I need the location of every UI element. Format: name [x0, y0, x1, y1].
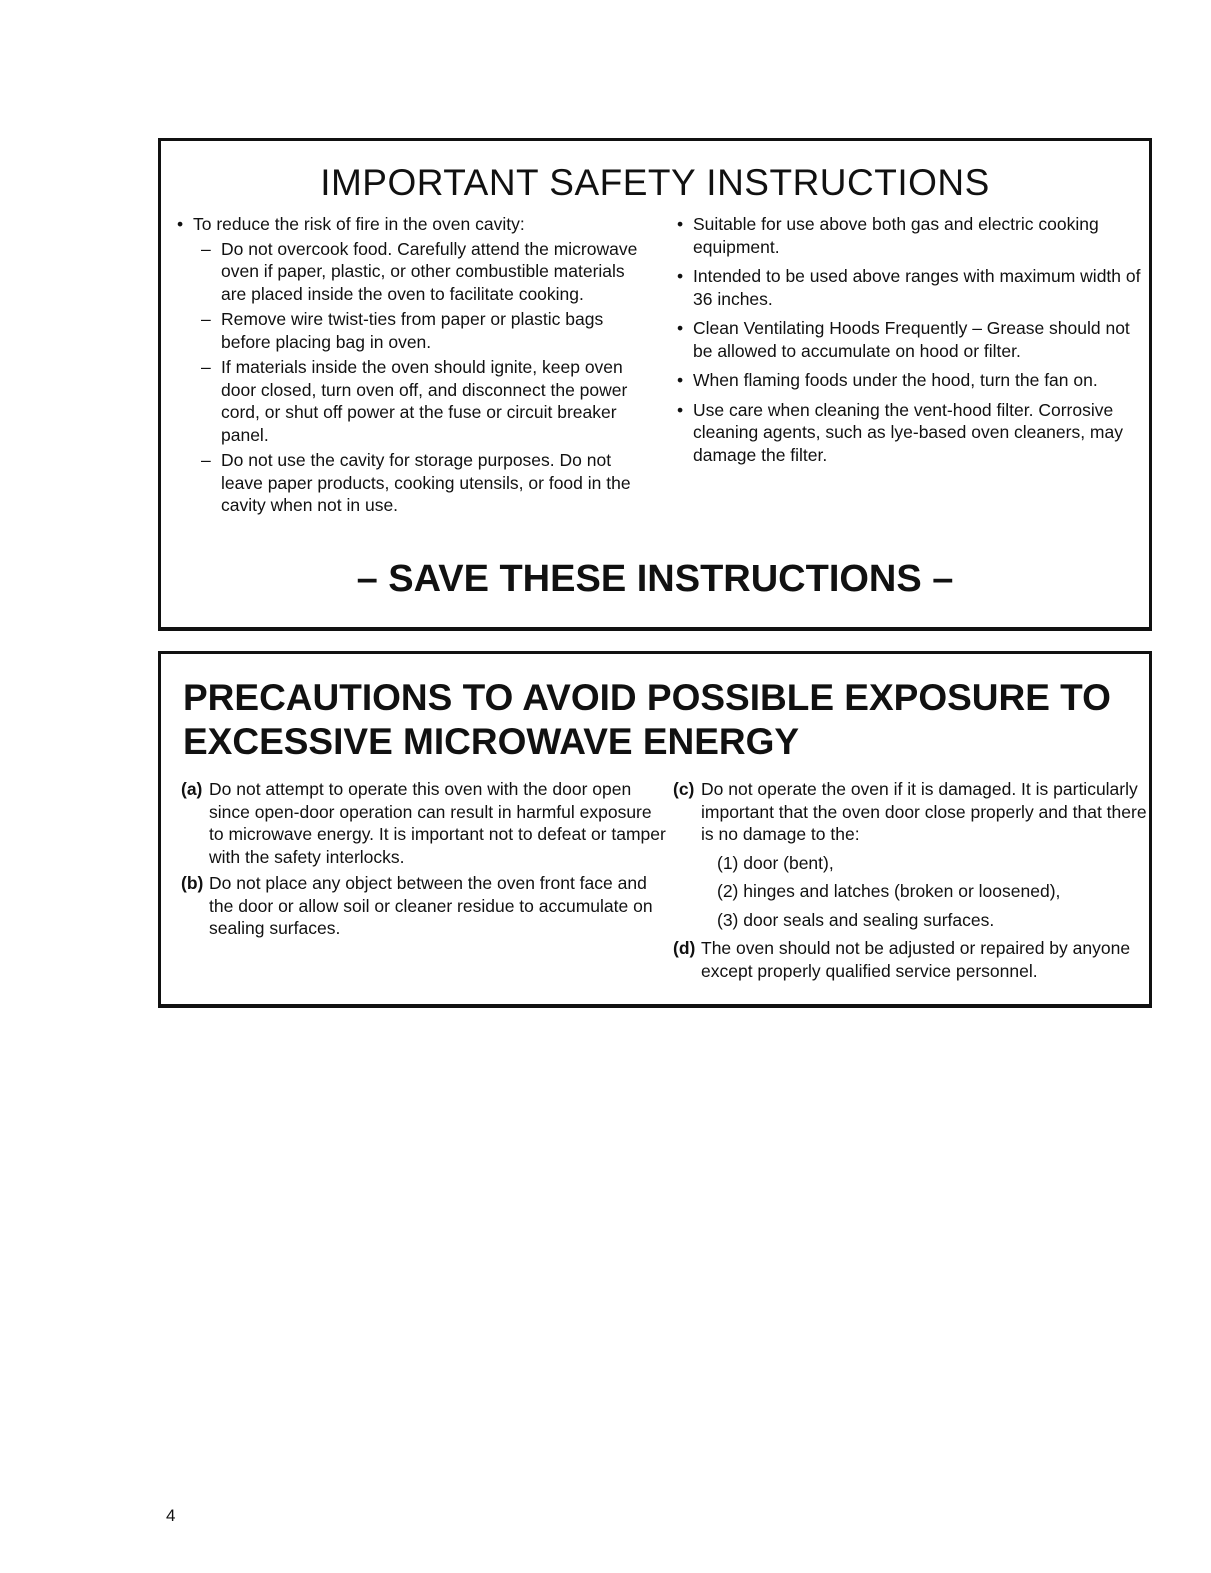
list-item-text: If materials inside the oven should ignite, keep oven door closed, turn oven off, and disconnect the power cord, or shut off power at the fuse or circuit breaker panel. [221, 357, 628, 445]
list-item [181, 778, 671, 868]
sub-list-item: (3) door seals and sealing surfaces. [717, 909, 995, 930]
safety-right-column [677, 213, 1147, 473]
list-item: – If materials inside the oven should ignite, keep oven door closed, turn oven off, and disconnect the power cord, or shut off power at the fuse or circuit breaker panel. [201, 357, 628, 445]
fire-risk-intro: To reduce the risk of fire in the oven cavity: [193, 214, 525, 234]
list-item-text: Do not place any object between the oven front face and the door or allow soil or cleaner residue to accumulate on sealing surfaces. [209, 873, 653, 938]
list-item: – Do not use the cavity for storage purposes. Do not leave paper products, cooking utensils, or food in the cavity when not in use. [201, 450, 631, 515]
item-label: (c) [673, 779, 695, 799]
precautions-left-column [181, 778, 671, 944]
list-item: • Suitable for use above both gas and electric cooking equipment. [677, 214, 1099, 257]
precautions-box [158, 651, 1152, 1008]
item-label: (d) [673, 938, 696, 958]
list-item [181, 872, 671, 940]
page-number: 4 [166, 1506, 176, 1525]
list-item-text: Do not overcook food. Carefully attend the microwave oven if paper, plastic, or other combustible materials are placed inside the oven to facilitate cooking. [221, 238, 638, 304]
list-item: • Clean Ventilating Hoods Frequently – Grease should not be allowed to accumulate on hood or filter. [677, 318, 1130, 361]
precautions-right-column [673, 778, 1153, 986]
list-item: – Remove wire twist-ties from paper or plastic bags before placing bag in oven. [201, 309, 604, 352]
list-item: • Use care when cleaning the vent-hood filter. Corrosive cleaning agents, such as lye-based oven cleaners, may damage the filter. [677, 399, 1123, 465]
item-label: (b) [181, 873, 204, 893]
list-item [673, 937, 1153, 982]
list-item-text: Clean Ventilating Hoods Frequently – Grease should not be allowed to accumulate on hood or filter. [693, 318, 1130, 361]
list-item-text: Do not use the cavity for storage purposes. Do not leave paper products, cooking utensils, or food in the cavity when not in use. [221, 450, 631, 515]
list-item: • Intended to be used above ranges with maximum width of 36 inches. [677, 266, 1141, 309]
safety-instructions-box [158, 138, 1152, 631]
list-item [673, 778, 1153, 846]
safety-title: IMPORTANT SAFETY INSTRUCTIONS [320, 162, 990, 203]
list-item: – Do not overcook food. Carefully attend the microwave oven if paper, plastic, or other combustible materials are placed inside the oven to facilitate cooking. [201, 238, 638, 304]
list-item: • When flaming foods under the hood, turn the fan on. [677, 370, 1098, 390]
list-item-text: Use care when cleaning the vent-hood filter. Corrosive cleaning agents, such as lye-based oven cleaners, may damage the filter. [693, 399, 1123, 465]
list-item-text: Do not attempt to operate this oven with the door open since open-door operation can result in harmful exposure to microwave energy. It is important not to defeat or tamper with the safety interlocks. [209, 779, 666, 867]
list-item: • To reduce the risk of fire in the oven cavity: [177, 214, 525, 234]
list-item-text: Intended to be used above ranges with maximum width of 36 inches. [693, 266, 1141, 309]
safety-left-column [177, 213, 647, 520]
list-item-text: When flaming foods under the hood, turn the fan on. [693, 370, 1098, 390]
save-instructions-heading: – SAVE THESE INSTRUCTIONS – [356, 558, 954, 600]
sub-list-item: (2) hinges and latches (broken or loosened), [717, 881, 1061, 901]
list-item-text: Remove wire twist-ties from paper or plastic bags before placing bag in oven. [221, 309, 604, 352]
precautions-title: PRECAUTIONS TO AVOID POSSIBLE EXPOSURE TO EXCESSIVE MICROWAVE ENERGY [183, 677, 1111, 762]
item-label: (a) [181, 779, 203, 799]
list-item-text: The oven should not be adjusted or repaired by anyone except properly qualified service personnel. [701, 938, 1131, 981]
list-item-text: Do not operate the oven if it is damaged. It is particularly important that the oven door close properly and that there is no damage to the: [701, 779, 1147, 844]
list-item-text: Suitable for use above both gas and electric cooking equipment. [693, 214, 1099, 257]
sub-list-item: (1) door (bent), [717, 852, 834, 873]
